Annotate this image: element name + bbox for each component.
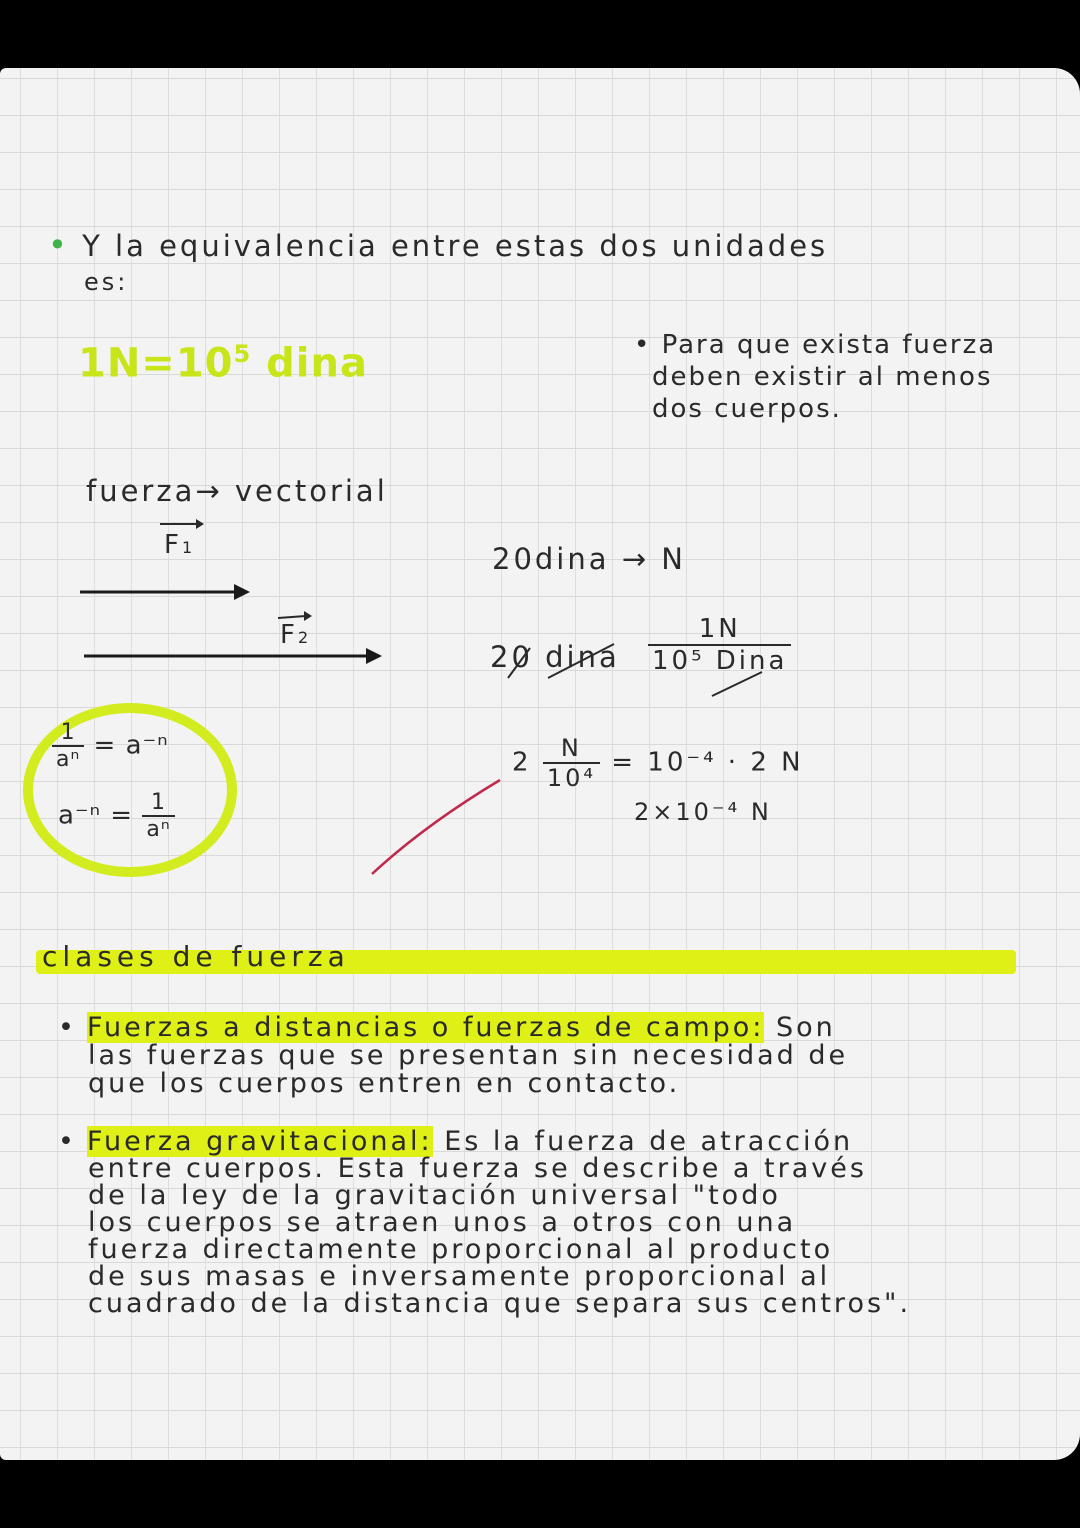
- conversion-title: 20dina → N: [492, 542, 686, 576]
- f2-vector-head: [366, 648, 382, 664]
- exponent-rule-1: $\frac{1}{\text{aⁿ}}$ = a⁻ⁿ: [52, 720, 169, 772]
- conversion-step: 20 dina: [490, 640, 620, 674]
- green-bullet: •: [48, 226, 70, 264]
- conversion-final: 2×10⁻⁴ N: [634, 798, 772, 826]
- exponent-rule-2: a⁻ⁿ = $\frac{1}{\text{aⁿ}}$: [58, 790, 175, 842]
- f2-label: F2: [280, 620, 312, 650]
- intro-text: Y la equivalencia entre estas dos unidades: [82, 229, 829, 263]
- conversion-factor: $\frac{1N}{\text{10⁵ Dina}}$: [648, 614, 791, 676]
- intro-text-cont: es:: [84, 268, 129, 296]
- bullet-field-forces: • Fuerzas a distancias o fuerzas de campo: Son las fuerzas que se presentan sin necesidad de que los cuerpos entren en contacto.: [58, 1012, 849, 1099]
- bullet-dot: •: [58, 1012, 77, 1043]
- equivalence-formula: $1N=10^5$ dina: [78, 340, 368, 387]
- bullet-dot: •: [58, 1126, 77, 1157]
- vector-statement: fuerza→ vectorial: [86, 474, 388, 508]
- f2-arrow-mark: [278, 616, 306, 618]
- notebook-page: [0, 68, 1080, 1460]
- bullet-dot: •: [634, 330, 662, 360]
- f1-label: F1: [164, 530, 196, 560]
- bullet-gravitational-force: • Fuerza gravitacional: Es la fuerza de atracción entre cuerpos. Esta fuerza se describe a través de la ley de la gravitación universal "todo los cuerpos se atraen unos a otros con una fuerza directamente proporcional al producto de sus masas e inversamente proporcional al cuadrado de la distancia que separa sus centros".: [58, 1126, 912, 1319]
- section-title: clases de fuerza: [42, 940, 350, 973]
- f1-vector-head: [234, 584, 250, 600]
- conversion-result: 2 $\frac{N}{\text{10⁴}}$ = 10⁻⁴ · 2 N: [512, 734, 804, 792]
- f1-arrowhead-mark: [196, 519, 204, 529]
- red-check-line: [372, 780, 500, 874]
- side-note: • Para que exista fuerza deben existir al menos dos cuerpos.: [634, 330, 997, 424]
